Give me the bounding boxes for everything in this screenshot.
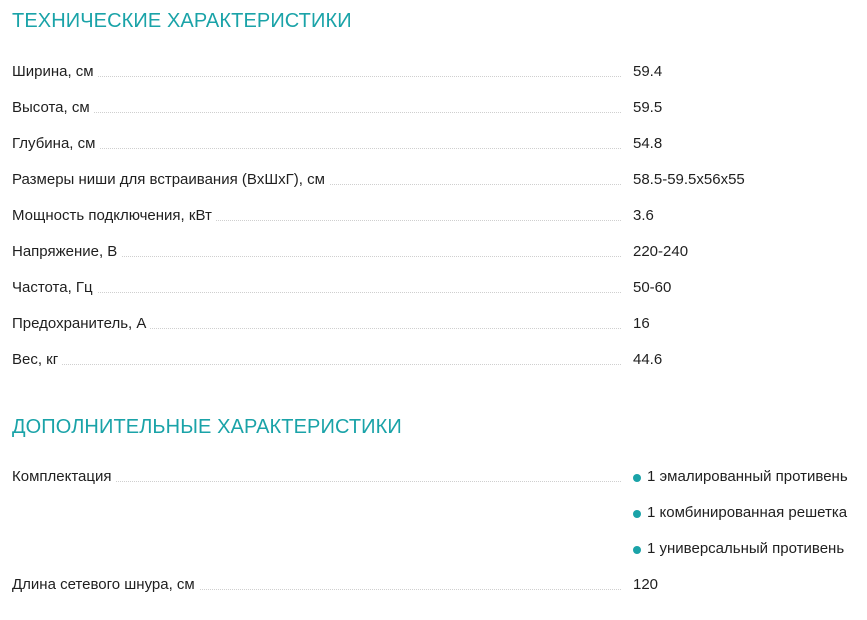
spec-row-width bbox=[12, 61, 867, 85]
spec-row-weight bbox=[12, 349, 867, 373]
equipment-item-text: 1 комбинированная решетка bbox=[647, 504, 848, 521]
spec-row-height bbox=[12, 97, 867, 121]
spec-label: Комплектация bbox=[12, 466, 115, 488]
spec-value: 120 bbox=[633, 576, 659, 593]
spec-value: 16 bbox=[633, 315, 650, 332]
spec-label: Длина сетевого шнура, см bbox=[12, 574, 199, 596]
spec-label: Предохранитель, А bbox=[12, 313, 150, 335]
bullet-dot-icon bbox=[633, 510, 641, 518]
spec-value: 59.5 bbox=[633, 99, 663, 116]
additional-section-title: ДОПОЛНИТЕЛЬНЫЕ ХАРАКТЕРИСТИКИ bbox=[12, 416, 402, 438]
spec-row-frequency bbox=[12, 277, 867, 301]
spec-value: 220-240 bbox=[633, 243, 689, 260]
spec-label: Размеры ниши для встраивания (ВxШxГ), см bbox=[12, 169, 329, 191]
spec-value: 54.8 bbox=[633, 135, 663, 152]
spec-value: 50-60 bbox=[633, 279, 672, 296]
dotted-leader bbox=[12, 292, 621, 293]
dotted-leader bbox=[12, 76, 621, 77]
spec-value: 44.6 bbox=[633, 351, 663, 368]
spec-row-power bbox=[12, 205, 867, 229]
spec-value: 58.5-59.5x56x55 bbox=[633, 171, 745, 188]
bullet-dot-icon bbox=[633, 474, 641, 482]
equipment-item-text: 1 эмалированный противень bbox=[647, 468, 848, 485]
spec-value: 59.4 bbox=[633, 63, 663, 80]
spec-row-voltage bbox=[12, 241, 867, 265]
spec-label: Мощность подключения, кВт bbox=[12, 205, 216, 227]
spec-row-fuse bbox=[12, 313, 867, 337]
spec-label: Высота, см bbox=[12, 97, 94, 119]
dotted-leader bbox=[12, 364, 621, 365]
spec-row-niche-size bbox=[12, 169, 867, 193]
dotted-leader bbox=[12, 148, 621, 149]
spec-value: 3.6 bbox=[633, 207, 654, 224]
spec-label: Вес, кг bbox=[12, 349, 62, 371]
equipment-item-text: 1 универсальный противень bbox=[647, 540, 845, 557]
spec-label: Напряжение, В bbox=[12, 241, 121, 263]
spec-label: Глубина, см bbox=[12, 133, 99, 155]
bullet-dot-icon bbox=[633, 546, 641, 554]
spec-row-depth bbox=[12, 133, 867, 157]
dotted-leader bbox=[12, 112, 621, 113]
spec-row-cord-length bbox=[12, 574, 867, 598]
spec-label: Ширина, см bbox=[12, 61, 98, 83]
technical-section-title: ТЕХНИЧЕСКИЕ ХАРАКТЕРИСТИКИ bbox=[12, 10, 352, 32]
spec-label: Частота, Гц bbox=[12, 277, 97, 299]
